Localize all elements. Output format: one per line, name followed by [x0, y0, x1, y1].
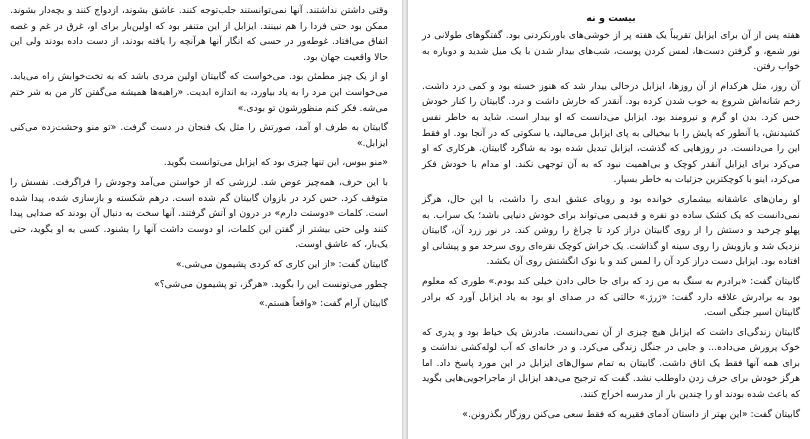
paragraph: با این حرف، همه‌چیز عوض شد. لرزشی که از خواستن می‌آمد وجودش را فراگرفت. نفسش را متوقف کرد. حس کرد در بازوان گابیتان گم شده است. درهم شکسته و بازسازی شده، پیدا شده است. کلمات «دوستت دارم» در درون او آتش گرفتند. آنها سخت به دنبال آن بودند که صدایی پیدا کنند ولی حتی بیشتر از گفتن این کلمات، او دوست داشت آنها را بشنود. کسی به او بگوید، حتی یک‌بار، که عاشق اوست.: [10, 176, 388, 251]
paragraph: او از یک چیز مطمئن بود. می‌خواست که گابیتان اولین مردی باشد که به تخت‌خوابش راه می‌یابد. می‌خواست این مرد را به یاد بیاورد، به اندازه ابدیت. «راهبه‌ها همیشه می‌گفتن کار من به شر ختم می‌شه. فکر کنم منظورشون تو بودی.»: [10, 71, 388, 114]
paragraph: گابیتان گفت: «از این کاری که کردی پشیمون می‌شی.»: [175, 258, 388, 270]
paragraph: گابیتان زندگی‌ای داشت که ایزابل هیچ چیزی از آن نمی‌دانست. مادرش یک خیاط بود و پدری که خوک پرورش می‌داده... و جایی در جنگل زندگی می‌کرد. و در خانه‌ای که آب لوله‌کشی نداشت و برای همه آنها فقط یک اتاق داشت. گابیتان به تمام سوال‌های ایزابل در این مورد پاسخ داد. اما هرگز خودش برای حرف زدن داوطلب نشد. گفت که ترجیح می‌دهد ایزابل از ماجراجویی‌هایی بگوید که باعث شده بودند او را چندین بار از مدرسه اخراج کنند.: [422, 326, 800, 401]
chapter-title: بیست و نه: [586, 13, 636, 24]
paragraph: وقتی داشتن نداشتند. آنها نمی‌توانستند جلب‌توجه کنند. عاشق بشوند، ازدواج کنند و بچه‌دار بشوند. ممکن بود حتی فردا را هم نبینند. ایزابل از این متنفر بود که اولین‌بار برای او، غرق در غم و غصه اتفاق می‌افتاد. غوطه‌ور در حسی که انگار آنها هرآنچه را یافته بودند، از دست داده بودند ولی این حالا واقعیت جهان بود.: [10, 5, 388, 63]
paragraph: هفته پس از آن برای ایزابل تقریباً یک هفته پر از خوشی‌های باورنکردنی بود. گفتگوهای طولانی در نور شمع، و گرفتن دست‌ها، لمس کردن پوست، شب‌های بیدار شدن با یک میل شدید و دوباره به خواب رفتن.: [422, 30, 800, 73]
book-gutter: [402, 0, 408, 439]
paragraph: گابیتان گفت: «این بهتر از داستان آدمای فقیریه که فقط سعی می‌کنن روزگار بگذرونن.»: [462, 408, 800, 420]
paragraph: گابیتان به طرف او آمد، صورتش را مثل یک فنجان در دست گرفت. «تو منو وحشت‌زده می‌کنی ایزابل.»: [10, 122, 388, 149]
paragraph: آن روز، مثل هرکدام از آن روزها، ایزابل درحالی بیدار شد که هنوز خسته بود و کمی درد داشت. زخم شانه‌اش شروع به خوب شدن کرده بود. آنقدر که خارش داشت و درد. گابیتان را کنار خودش حس کرد. بدن او گرم و نیرومند بود. ایزابل می‌دانست که او بیدار است. شاید به خاطر نفس کشیدنش، یا آنطور که پایش را با بیخیالی به پای ایزابل می‌مالید، یا سکوتی که در آنجا بود. او فقط این را می‌دانست. در روزهایی که گذشت، ایزابل تبدیل شده بود به شاگرد گابیتان. هرکاری که او می‌کرد برای ایزابل آنقدر کوچک و بی‌اهمیت نبود که به آن توجهی نکند. او مدام با خودش فکر می‌کرد، اینو با کوچکترین جزئیات به خاطر بسپار.: [422, 80, 800, 186]
right-page: [408, 0, 810, 439]
paragraph: گابیتان گفت: «برادرم به سنگ به من زد که برای جا خالی دادن خیلی کند بودم.» طوری که معلوم بود به برادرش علاقه دارد گفت: «ژرژ.» حالتی که در صدای او بود به یاد ایزابل آورد که برادر گابیتان اسیر جنگی است.: [422, 275, 800, 319]
paragraph: گابیتان آرام گفت: «واقعاً هستم.»: [258, 298, 388, 310]
paragraph: او رمان‌های عاشقانه بیشماری خوانده بود و رویای عشق ابدی را داشت، با این حال، هرگز نمی‌دانست که یک کشک ساده دو نفره و قدیمی می‌تواند برای خودش دنیایی باشد؛ یک سراب. به پهلو چرخید و دستش را از روی گابیتان دراز کرد تا چراغ را روشن کند. در نور زرد آن، گابیتان نزدیک شد و بازویش را روی سینه او گذاشت. یک خراش کوچک نقره‌ای روی سرحد مو و پیشانی او افتاده بود. ایزابل دست دراز کرد آن را لمس کند و با نوک انگشتش روی آن بکشد.: [422, 193, 800, 268]
left-page: [0, 0, 402, 439]
paragraph: «منو ببوس، این تنها چیزی بود که ایزابل می‌توانست بگوید.: [163, 157, 388, 169]
paragraph: چطور می‌تونست این را بگوید. «هرگز، تو پشیمون می‌شی؟»: [154, 278, 388, 290]
